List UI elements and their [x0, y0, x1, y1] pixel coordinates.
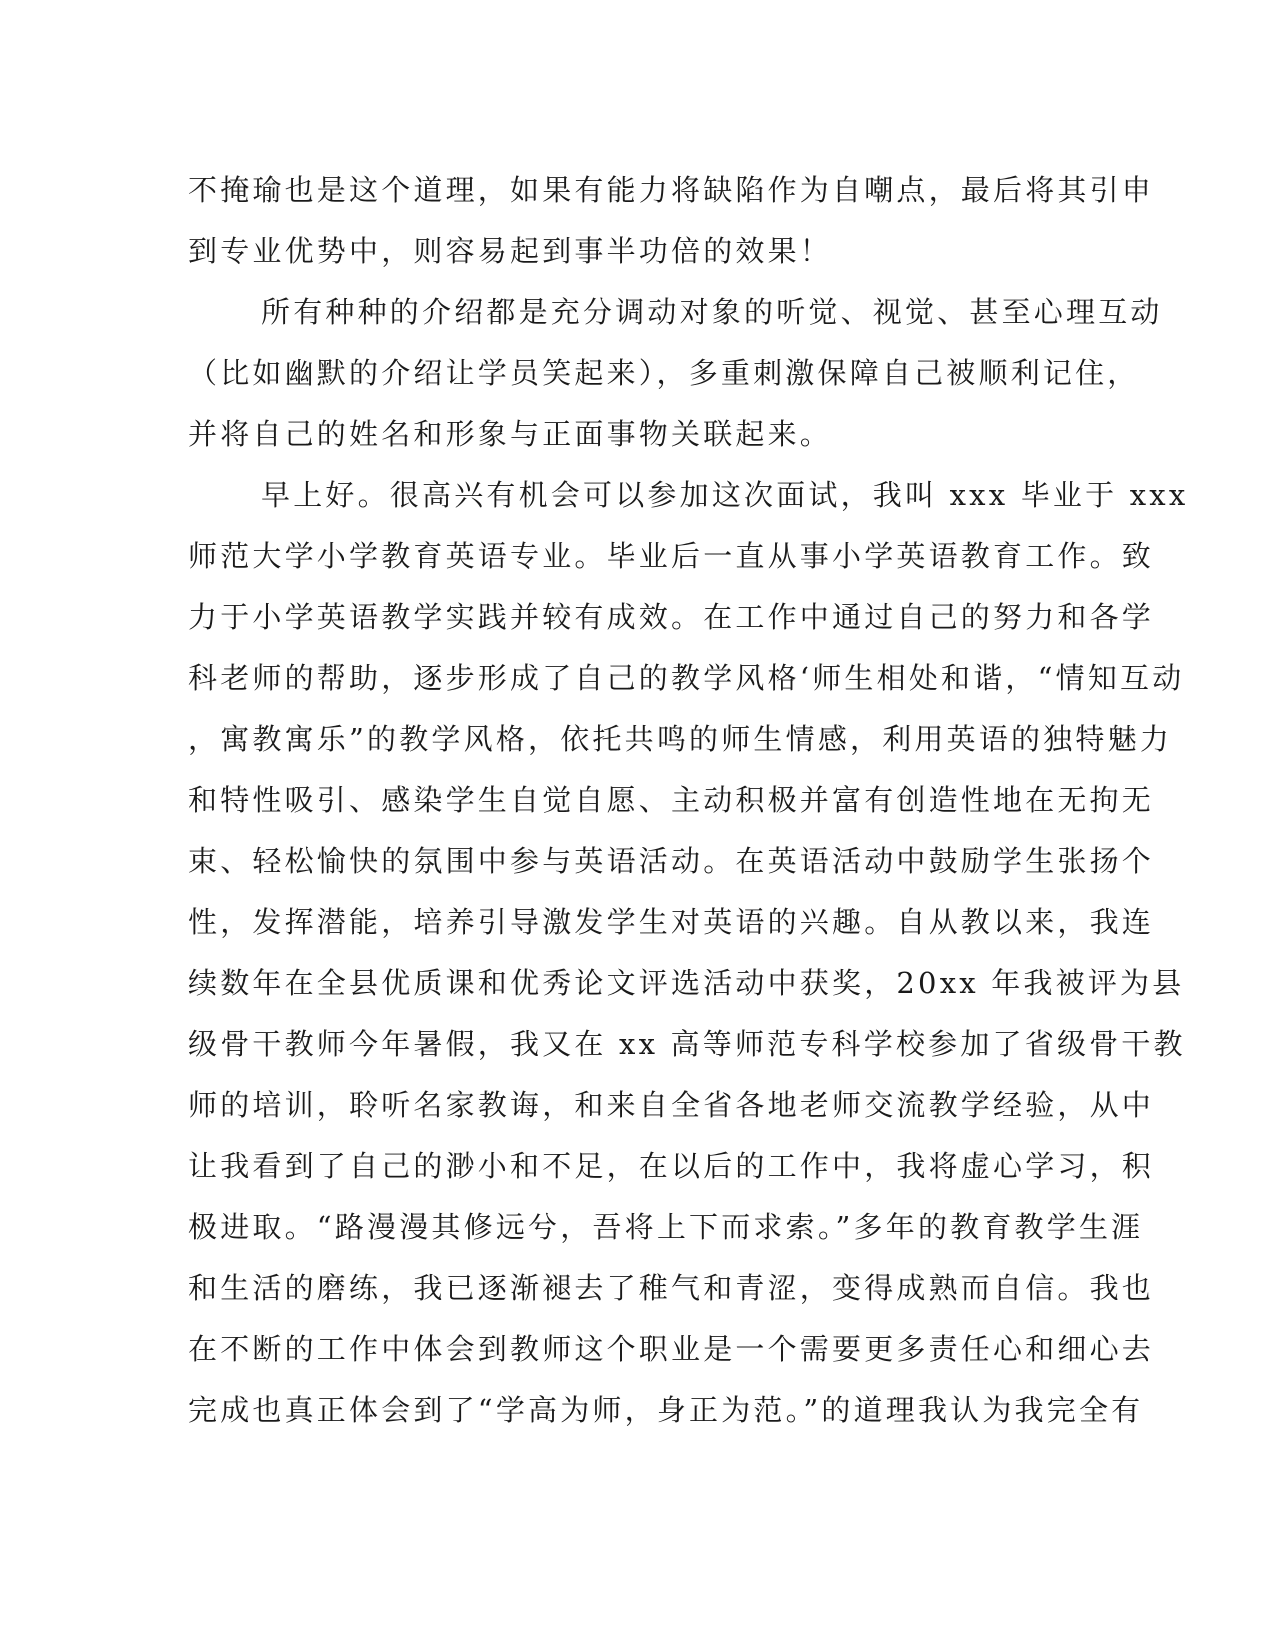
text-line: 所有种种的介绍都是充分调动对象的听觉、视觉、甚至心理互动 — [261, 295, 1163, 329]
text-line: 不掩瑜也是这个道理，如果有能力将缺陷作为自嘲点，最后将其引申 — [188, 173, 1155, 207]
text-line: 束、轻松愉快的氛围中参与英语活动。在英语活动中鼓励学生张扬个 — [188, 844, 1155, 878]
text-line: 完成也真正体会到了“学高为师，身正为范。”的道理我认为我完全有 — [188, 1393, 1144, 1427]
text-line: 到专业优势中，则容易起到事半功倍的效果！ — [188, 234, 833, 268]
text-line: 让我看到了自己的渺小和不足，在以后的工作中，我将虚心学习，积 — [188, 1149, 1155, 1183]
paragraph-2 — [188, 282, 1163, 465]
text-line: 在不断的工作中体会到教师这个职业是一个需要更多责任心和细心去 — [188, 1332, 1155, 1366]
text-line: 力于小学英语教学实践并较有成效。在工作中通过自己的努力和各学 — [188, 600, 1155, 634]
text-line: 师的培训，聆听名家教诲，和来自全省各地老师交流教学经验，从中 — [188, 1088, 1155, 1122]
text-line: 和特性吸引、感染学生自觉自愿、主动积极并富有创造性地在无拘无 — [188, 783, 1155, 817]
text-line: ，寓教寓乐”的教学风格，依托共鸣的师生情感，利用英语的独特魅力 — [188, 722, 1173, 756]
text-line: 性，发挥潜能，培养引导激发学生对英语的兴趣。自从教以来，我连 — [188, 905, 1155, 939]
text-line: （比如幽默的介绍让学员笑起来），多重刺激保障自己被顺利记住， — [188, 356, 1140, 390]
text-line: 师范大学小学教育英语专业。毕业后一直从事小学英语教育工作。致 — [188, 539, 1155, 573]
text-line: 早上好。很高兴有机会可以参加这次面试，我叫 xxx 毕业于 xxx — [261, 478, 1189, 512]
text-line: 级骨干教师今年暑假，我又在 xx 高等师范专科学校参加了省级骨干教 — [188, 1027, 1186, 1061]
text-line: 并将自己的姓名和形象与正面事物关联起来。 — [188, 417, 833, 451]
paragraph-1 — [188, 160, 1155, 282]
text-line: 极进取。“路漫漫其修远兮，吾将上下而求索。”多年的教育教学生涯 — [188, 1210, 1144, 1244]
text-line: 续数年在全县优质课和优秀论文评选活动中获奖，20xx 年我被评为县 — [188, 966, 1185, 1000]
paragraph-3 — [188, 465, 1189, 1441]
document-body — [188, 160, 1189, 1441]
text-line: 科老师的帮助，逐步形成了自己的教学风格‘师生相处和谐，“情知互动 — [188, 661, 1185, 695]
text-line: 和生活的磨练，我已逐渐褪去了稚气和青涩，变得成熟而自信。我也 — [188, 1271, 1155, 1305]
